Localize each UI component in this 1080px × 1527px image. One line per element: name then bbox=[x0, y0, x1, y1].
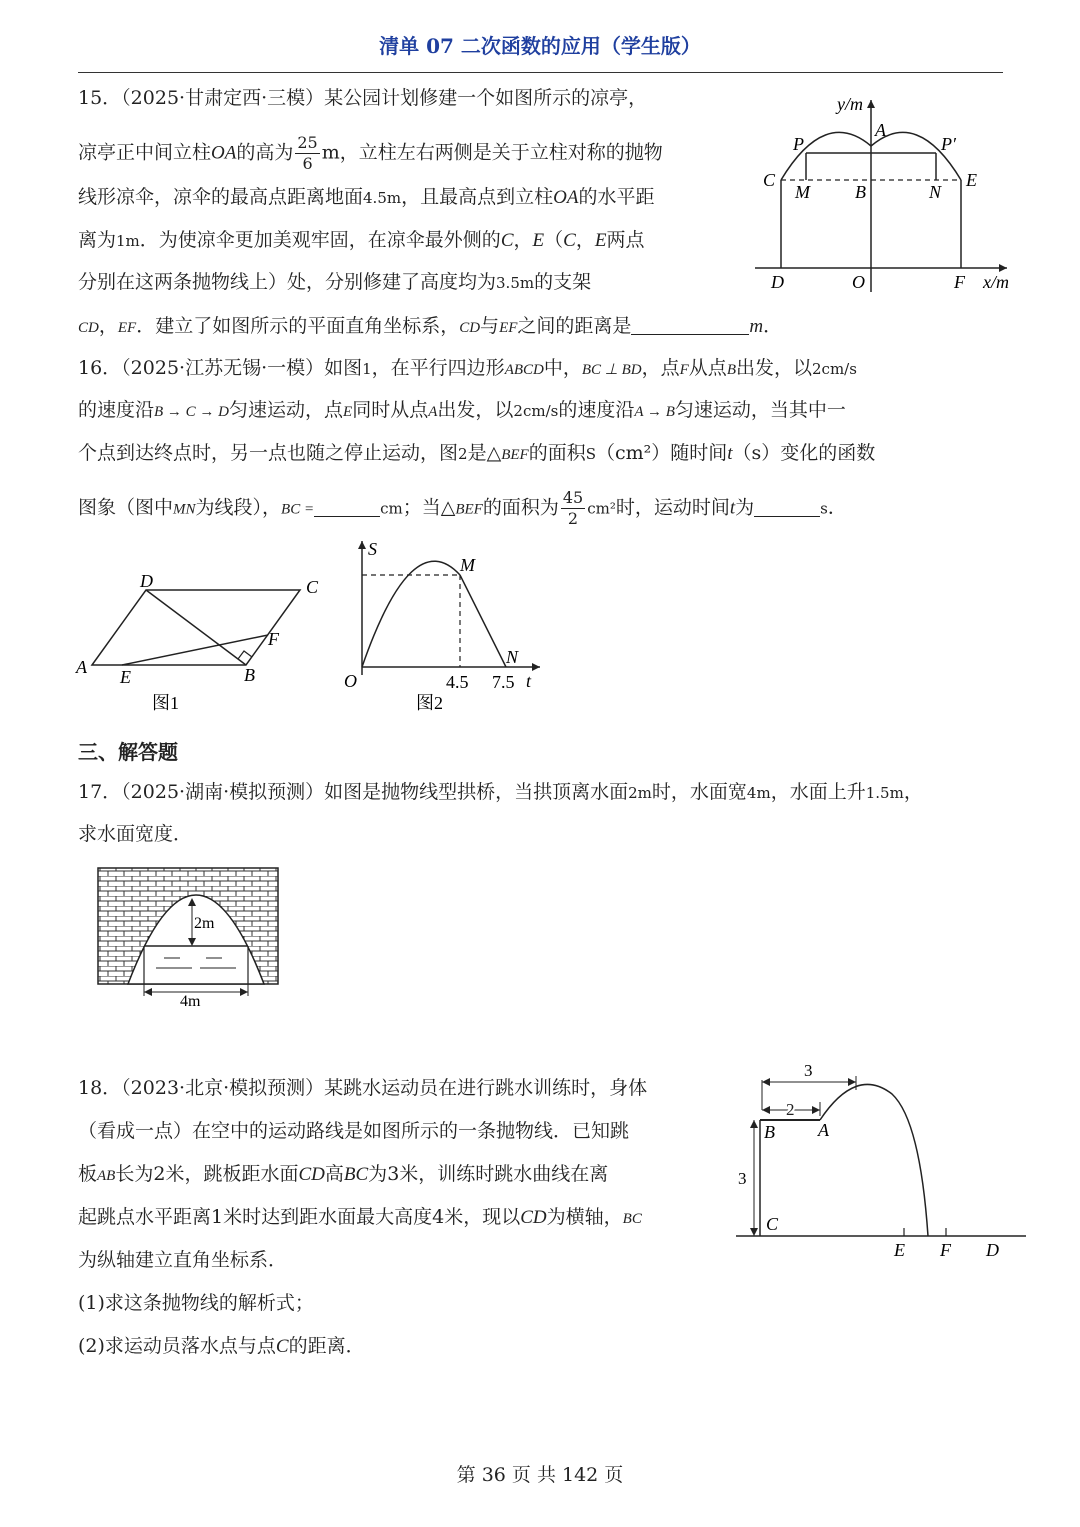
q15-line-4 bbox=[78, 226, 644, 255]
label-B: B bbox=[244, 665, 255, 685]
q16-line-4 bbox=[78, 488, 847, 529]
q18-text: 米，现以 bbox=[444, 1206, 521, 1228]
segment-ef bbox=[122, 635, 268, 665]
q15-line-5 bbox=[78, 268, 591, 297]
q18-value: 4 bbox=[432, 1206, 445, 1228]
q16-text: 出发，以 bbox=[735, 357, 812, 379]
q15-text: ．为使凉伞更加美观牢固，在凉伞最外侧的 bbox=[139, 229, 501, 251]
q17-text: ，水面上升 bbox=[770, 781, 866, 803]
q16-var: BC = bbox=[281, 501, 315, 518]
tick-label-4-5: 4.5 bbox=[446, 672, 469, 692]
q15-text: 分别在这两条抛物线上）处，分别修建了高度均为 bbox=[78, 271, 497, 293]
dim-label-top: 3 bbox=[804, 1061, 813, 1080]
arrow-head bbox=[812, 1106, 820, 1114]
q16-value: 2 bbox=[458, 445, 468, 463]
label-E: E bbox=[966, 170, 977, 190]
q16-text: 的面积为 bbox=[482, 496, 559, 519]
frac-numerator: 25 bbox=[297, 133, 318, 152]
arrow-head bbox=[762, 1078, 770, 1086]
q15-text: （ bbox=[544, 229, 564, 251]
q15-var: EF bbox=[499, 320, 518, 336]
area-graph-figure bbox=[340, 535, 550, 725]
q17-text: 17．（2025·湖南·模拟预测）如图是抛物线型拱桥，当拱顶离水面 bbox=[78, 781, 629, 803]
q16-text: ，在平行四边形 bbox=[371, 357, 505, 379]
label-D: D bbox=[986, 1240, 999, 1260]
q15-var: EF bbox=[117, 320, 137, 336]
q18-text: 米，训练时跳水曲线在离 bbox=[399, 1163, 609, 1185]
q18-text: 18．（2023·北京·模拟预测）某跳水运动员在进行跳水训练时，身体 bbox=[78, 1077, 648, 1099]
q18-text: 米，跳板距水面 bbox=[165, 1163, 299, 1185]
section-heading: 三、解答题 bbox=[78, 740, 178, 764]
q15-var: E bbox=[594, 230, 607, 251]
q16-value: 2cm/s bbox=[812, 360, 857, 378]
q15-var: CD bbox=[78, 320, 99, 336]
q15-text: 凉亭正中间立柱 bbox=[78, 141, 212, 164]
arrow-head bbox=[750, 1120, 758, 1128]
q15-text: 与 bbox=[480, 315, 500, 337]
curve-om bbox=[362, 561, 460, 667]
label-M: M bbox=[795, 182, 810, 202]
q15-var: C bbox=[500, 230, 514, 251]
header-rule bbox=[78, 72, 1003, 73]
q18-var: CD bbox=[520, 1207, 547, 1228]
q17-text: ， bbox=[903, 781, 923, 803]
q18-line-1 bbox=[78, 1074, 647, 1102]
q15-fraction bbox=[295, 133, 319, 174]
q18-text: 的距离． bbox=[288, 1335, 365, 1357]
label-E: E bbox=[120, 667, 131, 687]
label-O: O bbox=[344, 671, 357, 691]
q16-unit: cm bbox=[380, 499, 403, 518]
q16-var: BEF bbox=[455, 501, 483, 518]
q18-subquestion-1: (1)求这条抛物线的解析式； bbox=[78, 1292, 314, 1314]
q16-text: 的面积 bbox=[528, 442, 586, 464]
figure-caption-1: 图1 bbox=[152, 693, 179, 713]
answer-blank[interactable] bbox=[631, 316, 749, 335]
q16-text: 16．（2025·江苏无锡·一模）如图 bbox=[78, 357, 363, 379]
q16-fraction bbox=[561, 488, 585, 529]
frac-denominator: 2 bbox=[567, 509, 579, 528]
q15-text: 的水平距 bbox=[578, 186, 655, 208]
q15-text: 15．（2025·甘肃定西·三模）某公园计划修建一个如图所示的凉亭， bbox=[78, 87, 648, 109]
q16-var: A → B bbox=[634, 404, 675, 420]
q18-text: 长为 bbox=[115, 1163, 154, 1185]
q15-text: ． bbox=[763, 315, 783, 337]
q16-var: S bbox=[585, 445, 596, 463]
q17-value: 1.5m bbox=[865, 784, 904, 802]
q15-text: 线形凉伞，凉伞的最高点距离地面 bbox=[78, 186, 364, 208]
q18-var: BC bbox=[343, 1164, 369, 1185]
q16-text: 出发，以 bbox=[437, 399, 514, 421]
q15-text: 离为 bbox=[78, 229, 117, 251]
parallelogram-figure bbox=[70, 565, 340, 725]
q18-text: 起跳点水平距离 bbox=[78, 1206, 212, 1228]
arrow-head bbox=[848, 1078, 856, 1086]
q16-var: t bbox=[727, 443, 733, 464]
q15-var: OA bbox=[211, 142, 237, 164]
q16-var: B bbox=[726, 362, 736, 378]
segment-bd bbox=[146, 590, 246, 665]
q18-text: 为纵轴建立直角坐标系． bbox=[78, 1249, 288, 1271]
q16-text: 的速度沿 bbox=[558, 399, 635, 421]
q16-text: （cm²）随时间 bbox=[595, 442, 728, 464]
diving-figure bbox=[730, 1058, 1030, 1263]
q16-var: t bbox=[729, 497, 736, 519]
q18-value: 2 bbox=[153, 1163, 166, 1185]
q18-text: (2)求运动员落水点与点 bbox=[78, 1335, 276, 1357]
label-B: B bbox=[855, 182, 866, 202]
diving-parabola bbox=[820, 1084, 928, 1236]
q15-line-1 bbox=[78, 84, 647, 112]
arrow-head bbox=[762, 1106, 770, 1114]
q15-value: 1m bbox=[116, 232, 140, 250]
arch-bridge-figure bbox=[96, 866, 282, 1012]
q18-text: （看成一点）在空中的运动路线是如图所示的一条抛物线．已知跳 bbox=[78, 1120, 630, 1142]
q15-text: ， bbox=[575, 229, 595, 251]
q18-line-3 bbox=[78, 1160, 608, 1190]
q16-text: 为 bbox=[735, 496, 755, 519]
answer-blank-t[interactable] bbox=[754, 498, 820, 517]
q18-value: 3 bbox=[387, 1163, 400, 1185]
tick-label-7-5: 7.5 bbox=[492, 672, 515, 692]
q16-text: 匀速运动，当其中一 bbox=[674, 399, 846, 421]
q16-var: F bbox=[679, 362, 689, 378]
q18-text: 为横轴， bbox=[546, 1206, 623, 1228]
q16-text: ；当△ bbox=[402, 496, 456, 519]
arrow-head bbox=[750, 1228, 758, 1236]
q16-value: 2cm/s bbox=[513, 402, 559, 420]
x-label: x/m bbox=[983, 272, 1009, 292]
label-N: N bbox=[506, 647, 519, 667]
label-M: M bbox=[460, 555, 475, 575]
q16-var: BEF bbox=[501, 447, 529, 463]
label-C: C bbox=[763, 170, 776, 190]
q16-text: 时，运动时间 bbox=[615, 496, 730, 519]
q15-text: 的支架 bbox=[534, 271, 592, 293]
label-F: F bbox=[954, 272, 965, 292]
q16-text: 从点 bbox=[688, 357, 727, 379]
q18-line-7 bbox=[78, 1332, 365, 1361]
q18-line-5 bbox=[78, 1246, 287, 1274]
q16-var: A bbox=[428, 404, 438, 420]
q15-unit: m bbox=[749, 316, 764, 337]
x-axis-arrow bbox=[999, 264, 1007, 272]
q18-text: 米时达到距水面最大高度 bbox=[223, 1206, 433, 1228]
page-header-title: 清单 07 二次函数的应用（学生版） bbox=[379, 34, 701, 58]
t-axis-arrow bbox=[532, 663, 540, 671]
q15-text: ，且最高点到立柱 bbox=[401, 186, 554, 208]
figure-caption-2: 图2 bbox=[416, 693, 443, 713]
q16-var: B → C → D bbox=[154, 404, 230, 420]
q16-line-2 bbox=[78, 396, 846, 426]
q18-text: 板 bbox=[78, 1163, 98, 1185]
q16-unit: cm² bbox=[587, 499, 616, 518]
y-axis-arrow bbox=[867, 100, 875, 108]
q18-var: BC bbox=[622, 1211, 642, 1227]
label-D: D bbox=[771, 272, 784, 292]
q16-unit: s bbox=[820, 499, 828, 518]
q16-text: 同时从点 bbox=[352, 399, 429, 421]
label-t: t bbox=[526, 671, 532, 691]
q16-var: BC ⊥ BD bbox=[581, 362, 642, 378]
q18-line-6 bbox=[78, 1289, 314, 1317]
q16-text: 的速度沿 bbox=[78, 399, 155, 421]
q15-line-3 bbox=[78, 183, 654, 212]
q18-var: AB bbox=[97, 1168, 116, 1184]
q16-var: MN bbox=[173, 501, 196, 518]
q16-text: （s）变化的函数 bbox=[732, 442, 876, 464]
q18-value: 1 bbox=[211, 1206, 224, 1228]
label-O: O bbox=[852, 272, 865, 292]
pavilion-figure bbox=[745, 92, 1025, 302]
label-A: A bbox=[76, 657, 87, 677]
label-F: F bbox=[940, 1240, 951, 1260]
q18-var: C bbox=[275, 1336, 289, 1357]
q15-value: 3.5m bbox=[496, 274, 535, 292]
label-P: P bbox=[793, 134, 804, 154]
q15-line-6 bbox=[78, 312, 782, 342]
q17-value: 2m bbox=[628, 784, 652, 802]
q16-text: 图象（图中 bbox=[78, 496, 174, 519]
q16-text: 中， bbox=[543, 357, 582, 379]
height-label: 2m bbox=[194, 915, 215, 932]
page-number-footer: 第 36 页 共 142 页 bbox=[456, 1464, 624, 1486]
segment-mn bbox=[460, 575, 506, 667]
q16-var: E bbox=[343, 404, 353, 420]
width-label: 4m bbox=[180, 993, 201, 1010]
q15-var: OA bbox=[553, 187, 579, 208]
q16-line-3 bbox=[78, 439, 875, 469]
arrow-head bbox=[144, 988, 152, 996]
label-B: B bbox=[764, 1122, 775, 1142]
label-E: E bbox=[894, 1240, 905, 1260]
label-A: A bbox=[875, 120, 886, 140]
q15-var: C bbox=[563, 230, 576, 251]
frac-denominator: 6 bbox=[302, 154, 313, 173]
s-axis-arrow bbox=[358, 541, 366, 549]
q16-value: 1 bbox=[362, 360, 372, 378]
q18-line-4 bbox=[78, 1203, 642, 1233]
label-A: A bbox=[818, 1120, 829, 1140]
label-C: C bbox=[306, 577, 319, 597]
label-C: C bbox=[766, 1214, 779, 1234]
q18-var: CD bbox=[298, 1164, 325, 1185]
label-N: N bbox=[929, 182, 942, 202]
q17-value: 4m bbox=[746, 784, 771, 802]
q15-text: ， bbox=[513, 229, 533, 251]
label-S: S bbox=[368, 539, 377, 559]
q15-text: ， bbox=[98, 315, 118, 337]
q17-text: 求水面宽度． bbox=[78, 823, 193, 845]
q18-text: 为 bbox=[368, 1163, 388, 1185]
q18-text: 高 bbox=[324, 1163, 344, 1185]
answer-blank-bc[interactable] bbox=[314, 498, 380, 517]
label-D: D bbox=[140, 571, 153, 591]
y-label: y/m bbox=[837, 94, 863, 114]
q15-text: 之间的距离是 bbox=[517, 315, 632, 337]
q17-text: 时，水面宽 bbox=[651, 781, 747, 803]
frac-numerator: 45 bbox=[562, 488, 584, 507]
q16-line-1 bbox=[78, 354, 857, 384]
q15-var: CD bbox=[459, 320, 481, 336]
q15-text: 两点 bbox=[606, 229, 645, 251]
dim-label-left: 3 bbox=[738, 1169, 747, 1188]
q16-text: ． bbox=[827, 496, 847, 519]
arrow-head bbox=[240, 988, 248, 996]
q16-text: ，点 bbox=[641, 357, 680, 379]
q15-var: E bbox=[532, 230, 545, 251]
q16-text: 是△ bbox=[467, 442, 502, 464]
q16-text: 个点到达终点时，另一点也随之停止运动，图 bbox=[78, 442, 459, 464]
q16-text: 为线段）， bbox=[195, 496, 282, 519]
q15-text: 的高为 bbox=[236, 141, 294, 164]
q15-text: ．建立了如图所示的平面直角坐标系， bbox=[136, 315, 460, 337]
q15-value: 4.5m bbox=[363, 189, 402, 207]
q15-text: m，立柱左右两侧是关于立柱对称的抛物 bbox=[321, 141, 663, 164]
q16-var: ABCD bbox=[504, 362, 544, 378]
right-angle-mark bbox=[238, 651, 252, 659]
q15-line-2 bbox=[78, 133, 663, 174]
q16-text: 匀速运动，点 bbox=[229, 399, 344, 421]
dim-label-mid: 2 bbox=[786, 1100, 795, 1119]
label-F: F bbox=[268, 629, 279, 649]
label-P-prime: P′ bbox=[941, 134, 956, 154]
q17-line-2 bbox=[78, 820, 192, 848]
q18-line-2 bbox=[78, 1117, 629, 1145]
q17-line-1 bbox=[78, 778, 923, 807]
